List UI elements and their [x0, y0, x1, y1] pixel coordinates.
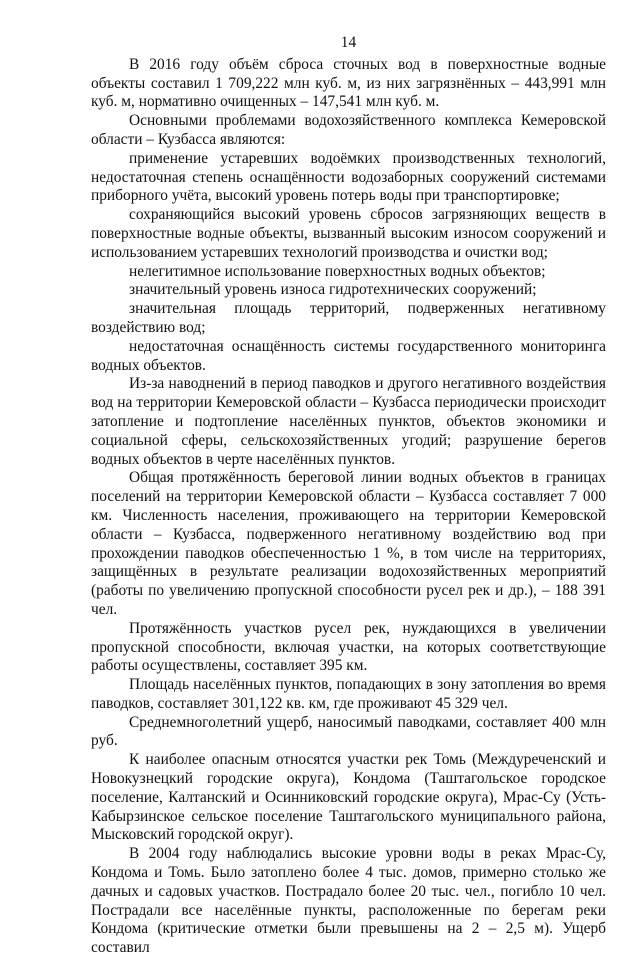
- paragraph-river-channels: Протяжённость участков русел рек, нуждающихся в увеличении пропускной способности, включая участки, на которых соответствующие работы осуществлены, составляет 395 км.: [91, 619, 606, 675]
- paragraph-wastewater-discharge: В 2016 году объём сброса сточных вод в поверхностные водные объекты составил 1 709,222 млн куб. м, из них загрязнённых – 443,991 млн куб. м, нормативно очищенных – 147,541 млн куб. м.: [91, 55, 606, 111]
- paragraph-problem-territory-area: значительная площадь территорий, подверженных негативному воздействию вод;: [91, 300, 606, 336]
- paragraph-main-problems-intro: Основными проблемами водохозяйственного комплекса Кемеровской области – Кузбасса являются:: [91, 112, 606, 148]
- paragraph-problem-hydro-structures: значительный уровень износа гидротехнических сооружений;: [129, 281, 537, 299]
- paragraph-problem-illegal-use: нелегитимное использование поверхностных водных объектов;: [129, 262, 546, 280]
- paragraph-flood-zone-area: Площадь населённых пунктов, попадающих в зону затопления во время паводков, составляет 301,122 кв. км, где проживают 45 329 чел.: [91, 676, 606, 712]
- paragraph-problem-pollutant-discharge: сохраняющийся высокий уровень сбросов загрязняющих веществ в поверхностные водные объекты, вызванный высоким износом сооружений и использованием устаревших технологий производства и очистки вод;: [91, 206, 606, 261]
- page-number: 14: [340, 34, 357, 51]
- paragraph-2004-flood: В 2004 году наблюдались высокие уровни воды в реках Мрас-Су, Кондома и Томь. Было затоплено более 4 тыс. домов, примерно столько же дачных и садовых участков. Пострадало более 20 тыс. чел., погибло 10 чел. Пострадали все населённые пункты, расположенные по берегам реки Кондома (критические отметки были превышены на 2 – 2,5 м). Ущерб составил: [91, 845, 606, 957]
- paragraph-average-damage: Среднемноголетний ущерб, наносимый паводками, составляет 400 млн руб.: [91, 713, 606, 750]
- paragraph-floods: Из-за наводнений в период паводков и другого негативного воздействия вод на территории Кемеровской области – Кузбасса периодически происходит затопление и подтопление населённых пунктов, объектов экономики и социальной сферы, сельскохозяйственных угодий; разрушение берегов водных объектов в черте населённых пунктов.: [91, 375, 606, 468]
- paragraph-problem-outdated-technologies: применение устаревших водоёмких производственных технологий, недостаточная степень оснащённости водозаборных сооружений системами приборного учёта, высокий уровень потерь воды при транспортировке;: [91, 149, 606, 205]
- paragraph-dangerous-river-sections: К наиболее опасным относятся участки рек Томь (Междуреченский и Новокузнецкий городские округа), Кондома (Таштагольское городское поселение, Калтанский и Осинниковский городские округа), Мрас-Су (Усть-Кабырзинское сельское поселение Таштагольского муниципального района, Мысковский городской округ).: [91, 751, 606, 844]
- paragraph-coastline-population: Общая протяжённость береговой линии водных объектов в границах поселений на территории Кемеровской области – Кузбасса составляет 7 000 км. Численность населения, проживающего на территории Кемеровской области – Кузбасса, подверженного негативному воздействию вод при прохождении паводков обеспеченностью 1 %, в том числе на территориях, защищённых в результате реализации водохозяйственных мероприятий (работы по увеличению пропускной способности русел рек и др.), – 188 391 чел.: [91, 469, 606, 618]
- paragraph-problem-monitoring: недостаточная оснащённость системы государственного мониторинга водных объектов.: [91, 337, 606, 374]
